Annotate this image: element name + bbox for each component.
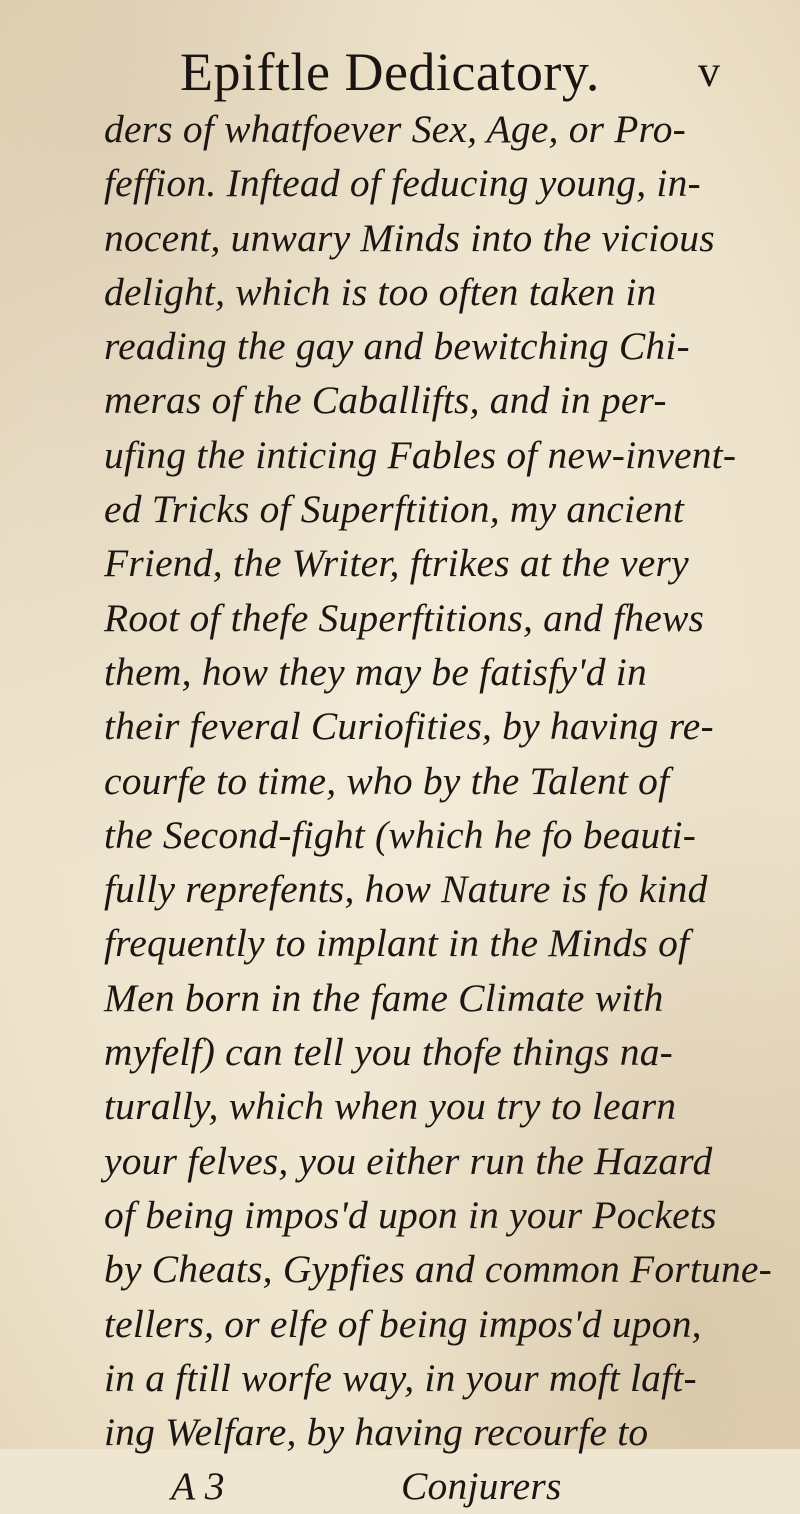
text-line: ed Tricks of Superftition, my ancient xyxy=(104,487,685,532)
page-number: v xyxy=(698,47,720,96)
text-line: meras of the Caballifts, and in per- xyxy=(104,378,667,423)
text-line: feffion. Inftead of feducing young, in- xyxy=(104,161,701,206)
text-line: their feveral Curiofities, by having re- xyxy=(104,704,714,749)
text-line: ufing the inticing Fables of new-invent- xyxy=(104,432,737,477)
text-line: ders of whatfoever Sex, Age, or Pro- xyxy=(104,107,687,151)
text-line: reading the gay and bewitching Chi- xyxy=(104,324,690,369)
text-line: Men born in the fame Climate with xyxy=(104,975,664,1020)
text-line: myfelf) can tell you thofe things na- xyxy=(104,1030,674,1075)
text-line: the Second-fight (which he fo beauti- xyxy=(104,812,697,857)
text-line: tellers, or elfe of being impos'd upon, xyxy=(104,1301,702,1346)
text-line: courfe to time, who by the Talent of xyxy=(104,758,670,803)
text-line: fully reprefents, how Nature is fo kind xyxy=(104,867,708,912)
signature-mark: A 3 xyxy=(171,1464,225,1509)
text-line: Root of thefe Superftitions, and fhews xyxy=(104,595,705,640)
catchword: Conjurers xyxy=(401,1464,562,1509)
text-line: Friend, the Writer, ftrikes at the very xyxy=(104,541,689,586)
text-line: ing Welfare, by having recourfe to xyxy=(104,1410,649,1455)
text-line: of being impos'd upon in your Pockets xyxy=(104,1192,717,1237)
text-line: them, how they may be fatisfy'd in xyxy=(104,649,647,694)
text-line: by Cheats, Gypfies and common Fortune- xyxy=(104,1247,773,1292)
running-header xyxy=(0,42,800,102)
page-footer xyxy=(104,1459,784,1513)
body-text xyxy=(104,102,784,1514)
text-line: nocent, unwary Minds into the vicious xyxy=(104,215,715,260)
text-line: frequently to implant in the Minds of xyxy=(104,921,690,966)
header-title: Epiftle Dedicatory. xyxy=(180,42,600,102)
text-line: turally, which when you try to learn xyxy=(104,1084,677,1129)
text-line: delight, which is too often taken in xyxy=(104,269,657,314)
text-line: your felves, you either run the Hazard xyxy=(104,1138,713,1183)
text-line: in a ftill worfe way, in your moft laft- xyxy=(104,1355,697,1400)
